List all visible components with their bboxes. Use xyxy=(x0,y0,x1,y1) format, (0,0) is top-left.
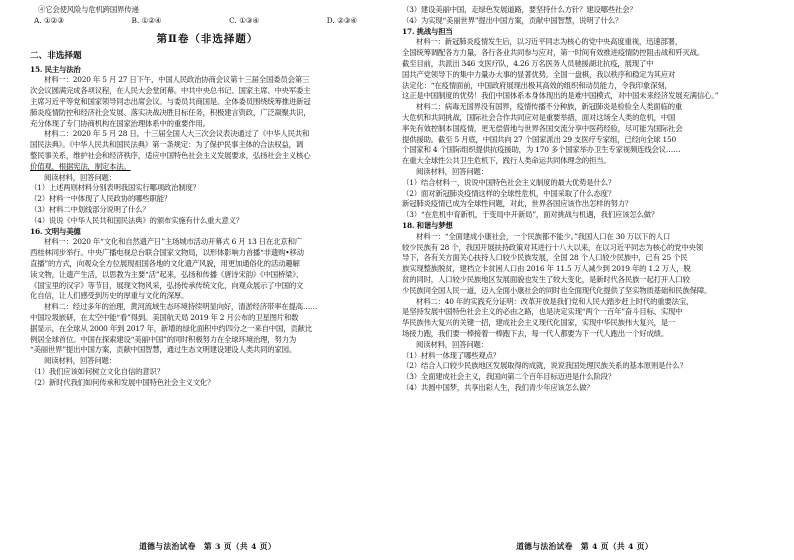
q16-material-2-line: 材料二：经过多年的治理，黄河流域生态环境持续明显向好，清淤经济带率在提高…… xyxy=(44,302,318,312)
q18-material-2-line: 场接力跑，我们要一棒接着一棒跑下去，每一代人都要为下一代人跑出一个好成绩。 xyxy=(402,328,669,338)
q16-question-4: （4）为实现“美丽世界”提出中国方案，贡献中国智慧，说明了什么？ xyxy=(402,15,623,25)
q18-question-3: （3）全面建成社会主义，我国向第二个百年目标迈进是什么阶段？ xyxy=(402,372,616,382)
q15-material-2-line: 材料二：2020 年 5 月 28 日，十三届全国人大三次会议表决通过了《中华人民共和 xyxy=(44,129,310,139)
q17-material-1-line: 国共产党领导下的集中力量办大事的显著优势。全国一盘棋，我以秩序和稳定为其应对 xyxy=(402,69,676,79)
q17-question-3: （3）“在危机中育新机，于变局中开新局”，面对挑战与机遇，我们应该怎么做？ xyxy=(402,210,659,220)
q16-material-1-line: 化自信，让人们感受到历史的厚重与文化的深厚。 xyxy=(30,291,189,301)
q16-material-2-line: “美丽世界”提出中国方案，贡献中国智慧，通过生态文明建设建设人类共同的家园。 xyxy=(30,345,297,355)
q18-question-2: （2）结合人口较少民族地区发展取得的成就，说说我国处理民族关系的基本原则是什么？ xyxy=(402,361,687,371)
q17-question-2-cont: 新冠肺炎疫情已成为全球性问题，对此，世界各国应该作出怎样的努力？ xyxy=(402,199,633,209)
q18-material-2-line: 是坚持发展中国特色社会主义的必由之路，也是决定实现“两个一百年”奋斗目标、实现中 xyxy=(402,307,683,317)
q15-material-1-line: 材料一：2020 年 5 月 27 日下午，中国人民政治协商会议第十三届全国委员会第三 xyxy=(44,75,310,85)
q17-material-2-line: 个国家和 4 个国际组织提供抗疫援助，为 170 多个国家举办卫生专家视频连线会议…… xyxy=(402,145,681,155)
q16-material-2-line: 中国垃圾嵌研，在太空中能“看”得到。美国航天局 2019 年 2 月公布的卫星图片和数 xyxy=(30,312,299,322)
q16-title: 16. 文明与美德 xyxy=(30,226,81,236)
q16-material-1-line: 读文物，让遗产生活，以思教为主要“活”起来，弘扬和传播《唐诗宋韵》《中国桥梁》、 xyxy=(30,269,304,279)
q16-question-3: （3）建设美丽中国，走绿色发展道路，要坚持什么方针？建设哪些社会？ xyxy=(402,5,637,14)
q17-material-2-line: 率先有效控制本国疫情，更无偿借地与世界各国交流分享中医药经验，尽可能为国际社会 xyxy=(402,123,683,133)
q16-material-2-line: 据显示，在全球从 2000 年到 2017 年，新增的绿化面积中约四分之一来自中国，贡献比 xyxy=(30,323,312,333)
page-4-footer: 道德与法治试卷 第 4 页（共 4 页） xyxy=(516,542,653,551)
q18-question-1: （1）材料一体现了哪些观点？ xyxy=(402,350,500,360)
q18-material-1-line: 材料一：“全面建成小康社会，一个民族都不能少。”我国人口在 30 万以下的人口 xyxy=(416,231,671,241)
q15-material-2-line: 整民事关系，维护社会和经济秩序，适应中国特色社会主义发展要求，弘扬社会主义核心 xyxy=(30,150,311,160)
q17-material-1-line: 全国统筹调配各方力量，各行各业共同参与应对，第一时间有效推进疫情防控阻击战和歼灭战。 xyxy=(402,48,705,58)
q16-question-2: （2）新时代我们如何传承和发展中国特色社会主义文化？ xyxy=(30,377,215,387)
q16-material-1-line: 西桂林同步举行。中央广播电视总台联合国家文物局，以形体影响力首播“非遗购•移动 xyxy=(30,248,304,258)
q17-material-2-line: 大危机和共同挑战，国际社会合作共同应对是重要举措，面对这场全人类的危机，中国 xyxy=(402,112,676,122)
q18-material-2-line: 华民族伟大复兴的关键一招，建成社会主义现代化国家，实现中华民族伟大复兴，是一 xyxy=(402,318,676,328)
q15-material-1-line: 肺炎疫情防控和经济社会发展、落实决战决胜目标任务，积极建言资政，广泛凝聚共识， xyxy=(30,107,311,117)
q18-material-2-line: 材料二：40 年的实践充分证明：改革开放是我们党和人民大踏步赶上时代的重要法宝， xyxy=(416,296,694,306)
option-c: C. ①③④ xyxy=(229,15,260,25)
q15-material-1-line: 次会议圆满完成各项议程，在人民大会堂闭幕。中共中央总书记、国家主席、中央军委主 xyxy=(30,86,311,96)
q16-material-1-line: 材料一：2020 年“文化和自然遗产日”主场城市活动开幕式 6 月 13 日在北京和广 xyxy=(44,237,302,247)
q15-question-2: （2）材料一中体现了人民政协的哪些职能？ xyxy=(30,194,172,204)
q17-question-1: （1）结合材料一，说说中国特色社会主义制度的最大优势是什么？ xyxy=(402,177,616,187)
q18-material-1-line: 少民族同全国人民一道，迈入全面小康社会的同时也全面现代化提供了坚实物质基础和民族保障。 xyxy=(402,285,712,295)
q17-material-2-line: 材料二：病毒无国界没有国界，疫情传播不分种族，新冠肺炎是检验全人类面临的重 xyxy=(416,102,683,112)
q18-question-4: （4）共圆中国梦，共享出彩人生，我们青少年应该怎么做？ xyxy=(402,382,594,392)
q16-material-2-line: 例居全球首位。中国在探索建设“美丽中国”的同时积极努力在全球环境治理，努力为 xyxy=(30,334,297,344)
q16-material-1-line: 《国宝里的汉字》等节目，展现文物风采，弘扬传承传统文化，向观众展示了中国的文 xyxy=(30,280,304,290)
q17-material-2-line: 提供援助。截至 5 月底，中国共向 27 个国家派出 29 支医疗专家组，已经向全球 150 xyxy=(402,134,676,144)
q16-question-1: （1）我们应该如何树立文化自信的意识？ xyxy=(30,366,164,376)
q17-title: 17. 挑战与担当 xyxy=(402,26,453,36)
q16-prompt: 阅读材料，回答问题： xyxy=(44,356,116,366)
option-a: A. ①②③ xyxy=(34,15,64,25)
page-4-column xyxy=(402,0,767,560)
q15-question-1: （1）上述两则材料分别表明我国实行哪项政治制度？ xyxy=(30,183,200,193)
q18-material-1-line: 较少民族有 28 个，我国开展扶持政策对其进行十八大以来，在以习近平同志为核心的党中央领 xyxy=(402,242,703,252)
q17-material-2-line: 在重大全球性公共卫生危机下，践行人类命运共同体理念的担当。 xyxy=(402,156,611,166)
section-title: 二、非选择题 xyxy=(30,50,82,61)
q15-material-1-line: 充分体现了专门协商机构在国家治理体系中的重要作用。 xyxy=(30,118,210,128)
q18-material-1-line: 导下，各有关方面关心扶持人口较少民族发展，全国 28 个人口较少民族中，已有 25 个民 xyxy=(402,253,688,263)
page-3-footer: 道德与法治试卷 第 3 页（共 4 页） xyxy=(139,542,276,551)
q15-underlined-text: 价值观，根据宪法，制定本法。 xyxy=(30,161,131,171)
q17-material-1-line: 截至目前，共派出 346 支医疗队，4.26 万名医务人员驰援湖北抗疫，展现了中 xyxy=(402,58,654,68)
q17-material-1-line: 法定化：“在疫情面前，中国政府展现出极其高效的组织和动员能力，令我印象深刻， xyxy=(402,80,672,90)
q17-material-1-line: 材料一：新冠肺炎疫情发生后，以习近平同志为核心的党中央高度重视，迅速部署， xyxy=(416,37,683,47)
page-3-column xyxy=(30,0,385,560)
q15-question-4: （4）说说《中华人民共和国民法典》的颁布实施有什么重大意义？ xyxy=(30,215,244,225)
q15-material-1-line: 主席习近平等党和国家领导同志出席会议。与委员共商国是。全体委员围绕统筹推进新冠 xyxy=(30,96,311,106)
q15-material-2-line xyxy=(30,162,385,173)
q16-material-1-line: 直播”的方式，向观众全方位展现祖国各地的文化遗产风貌，用更加通俗化的活动趣解 xyxy=(30,258,300,268)
option-b: B. ①②④ xyxy=(131,15,162,25)
q15-title: 15. 民主与法治 xyxy=(30,64,81,74)
part-2-title: 第Ⅱ卷（非选择题） xyxy=(156,32,259,45)
q18-material-1-line: 族实现整族脱贫，建档立卡贫困人口由 2016 年 11.5 万人减少到 2019 年的 1.2 万人，脱 xyxy=(402,264,691,274)
q18-title: 18. 和谐与梦想 xyxy=(402,220,453,230)
option-d: D. ②③④ xyxy=(326,15,357,25)
q18-prompt: 阅读材料，回答问题： xyxy=(416,339,488,349)
q15-prompt: 阅读材料，回答问题： xyxy=(44,172,116,182)
q17-question-2: （2）面对新冠肺炎疫情这样的全球性危机，中国采取了什么态度？ xyxy=(402,188,616,198)
q17-material-1-line: 这正是中国制度的优势！我们中国体系本身体现出的是难中国模式，对中国未来经济发展充满信心。” xyxy=(402,91,719,101)
q18-material-1-line: 贫的同时，人口较少民族地区发展面貌也发生了较大变化，是新时代各民族一起打开人口较 xyxy=(402,274,690,284)
option-statement-4: ④它会使风险与危机跨国界传递 xyxy=(38,5,139,14)
q15-question-3: （3）材料二中划线部分说明了什么？ xyxy=(30,204,150,214)
answer-options xyxy=(30,16,385,27)
q17-prompt: 阅读材料，回答问题： xyxy=(416,166,488,176)
q15-material-2-line: 国民法典》。《中华人民共和国民法典》第一条规定：为了保护民事主体的合法权益，调 xyxy=(30,140,304,150)
